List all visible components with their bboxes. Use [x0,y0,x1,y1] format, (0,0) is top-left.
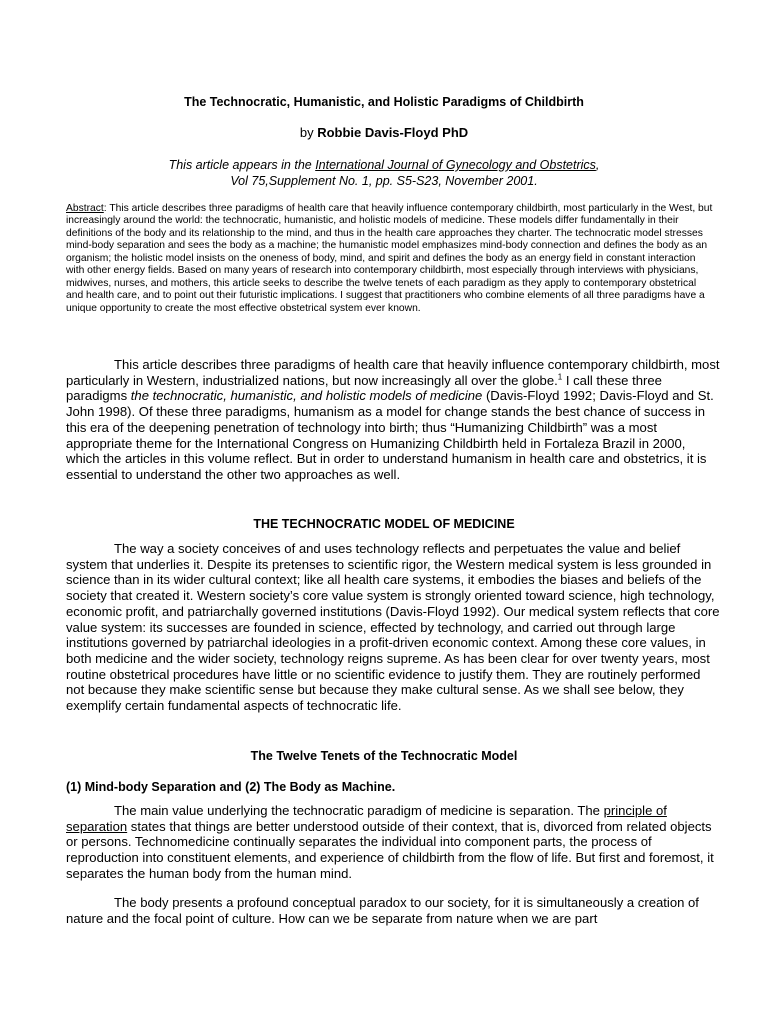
intro-paragraph [66,357,722,483]
abstract-label: Abstract [66,203,104,214]
intro-text-3: (Davis-Floyd 1992; Davis-Floyd and St. John 1998). Of these three paradigms, humanism as a model for change stands the best chance of success in this era of the deepening penetration of technology into birth; thus “Humanizing Childbirth” was a most appropriate theme for the International Congress on Humanizing Childbirth held in Fortaleza Brazil in 2000, which the articles in this volume reflect. But in order to understand humanism in health care and obstetrics, it is essential to understand the other two approaches as well. [66,388,714,482]
document-title: The Technocratic, Humanistic, and Holistic Paradigms of Childbirth [184,95,584,109]
principle-of-separation: principle of separation [66,803,667,834]
separation-text-1: The main value underlying the technocratic paradigm of medicine is separation. The [114,803,604,818]
abstract-text: This article describes three paradigms of health care that heavily influence contemporary childbirth, most particularly in the West, but increasingly around the world: the technocratic, humanistic, and holistic models of medicine. These models differ fundamentally in their definitions of the body and its relationship to the mind, and thus in the health care approaches they charter. The technocratic model stresses mind-body separation and sees the body as a machine; the humanistic model emphasizes mind-body connection and defines the body as an organism; the holistic model insists on the oneness of body, mind, and spirit and defines the body as an energy field in constant interaction with other energy fields. Based on many years of research into contemporary childbirth, most especially through interviews with physicians, midwives, nurses, and mothers, this article seeks to describe the twelve tenets of each paradigm as they apply to contemporary obstetrical and health care, and to point out their futuristic implications. I suggest that practitioners who combine elements of all three paradigms have a unique opportunity to create the most effective obstetrical system ever known. [66,203,713,314]
separation-text-2: states that things are better understood outside of their context, that is, divorced from related objects or persons. Technomedicine continually separates the individual into component parts, the process of reproduction into constituent elements, and experience of childbirth from the flow of life. But first and foremost, it separates the human body from the human mind. [66,818,714,881]
subheading-twelve-tenets: The Twelve Tenets of the Technocratic Model [250,749,518,763]
technocratic-text: The way a society conceives of and uses technology reflects and perpetuates the value and belief system that underlies it. Despite its pretenses to scientific rigor, the Western medical system is less grounded in science than in its wider cultural context; like all health care systems, it embodies the biases and beliefs of the society that created it. Western society’s core value system is strongly oriented toward science, high technology, economic profit, and patriarchally governed institutions (Davis-Floyd 1992). Our medical system reflects that core value system: its successes are founded in science, effected by technology, and carried out through large institutions governed by patriarchal ideologies in a profit-driven economic context. Among these core values, in both medicine and the wider society, technology reigns supreme. As has been clear for over twenty years, most routine obstetrical procedures have little or no scientific evidence to justify them. They are routinely performed not because they make scientific sense but because they make cultural sense. As we shall see below, they exemplify certain fundamental aspects of technocratic life. [66,541,720,714]
publication-note [0,157,768,189]
abstract [66,203,716,315]
body-paradox-paragraph [66,895,722,926]
publication-note-prefix: This article appears in the [168,158,316,172]
section-heading-technocratic: THE TECHNOCRATIC MODEL OF MEDICINE [253,517,515,531]
publication-note-comma: , [595,158,600,172]
byline [0,125,768,141]
intro-text-1: This article describes three paradigms of health care that heavily influence contemporary childbirth, most particularly in Western, industrialized nations, but now increasingly all over the globe. [66,357,720,388]
publication-details: Vol 75,Supplement No. 1, pp. S5-S23, November 2001. [230,174,538,188]
abstract-colon: : [103,203,110,214]
intro-text-2: I call these three paradigms [66,372,662,404]
footnote-marker: 1 [557,372,563,382]
intro-italic-models: the technocratic, humanistic, and holistic models of medicine [130,388,483,404]
tenet-heading: (1) Mind-body Separation and (2) The Body as Machine. [66,780,396,794]
body-paradox-text: The body presents a profound conceptual paradox to our society, for it is simultaneously a creation of nature and the focal point of culture. How can we be separate from nature when we are part [66,895,699,926]
author-name: Robbie Davis-Floyd PhD [317,125,469,140]
technocratic-paragraph [66,541,722,714]
journal-name: International Journal of Gynecology and Obstetrics [315,158,596,172]
byline-prefix: by [299,125,318,140]
separation-paragraph [66,803,722,882]
